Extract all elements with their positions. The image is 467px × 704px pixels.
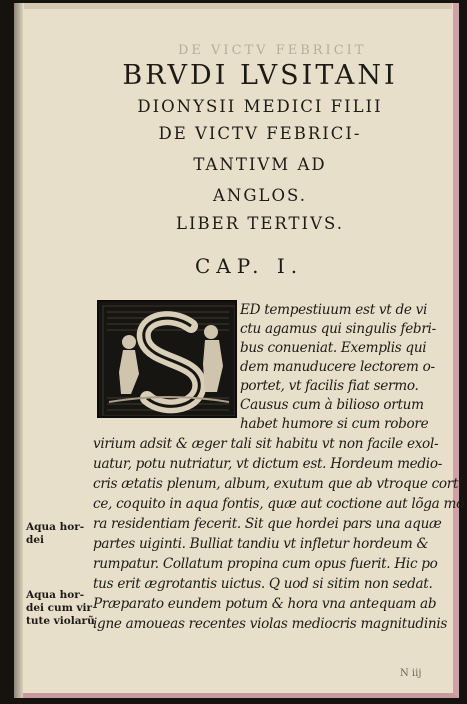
body-line: habet humore si cum robore [240,416,429,432]
margin-note-line: Aqua hor- [26,589,85,601]
body-line: bus conueniat. Exemplis qui [240,340,427,356]
title-author: BRVDI LVSITANI [122,60,398,91]
title-line-3: DE VICTV FEBRICI- [158,124,362,143]
body-line: rumpatur. Collatum propina cum opus fuerit. Hic po [93,556,438,572]
body-line: ED tempestiuum est vt de vi [240,302,428,318]
margin-note-line: Aqua hor- [26,521,85,533]
chapter-heading: CAP. I. [195,254,304,278]
margin-note-line: dei [26,534,45,546]
book-subtitle: LIBER TERTIVS. [176,214,344,233]
body-line: dem manuducere lectorem o- [240,359,435,375]
bleed-through-text: DE VICTV FEBRICIT [178,43,367,58]
margin-note-aqua-violarum [26,589,95,628]
body-line: ctu agamus qui singulis febri- [240,321,436,337]
body-line: virium adsit & æger tali sit habitu vt non facile exol- [93,436,439,452]
title-line-4: TANTIVM AD [193,155,327,174]
title-line-2: DIONYSII MEDICI FILII [137,97,383,116]
title-line-5: ANGLOS. [213,186,307,205]
body-line: igne amoueas recentes violas mediocris magnitudinis [93,616,448,632]
margin-note-line: dei cum vir [26,602,93,614]
body-line: partes uiginti. Bulliat tandiu vt infletur hordeum & [93,536,429,552]
body-line: uatur, potu nutriatur, vt dictum est. Hordeum medio- [93,456,443,472]
woodcut-illustration [99,302,237,418]
body-line: ra residentiam fecerit. Sit que hordei pars una aquæ [93,516,442,532]
body-line: cris ætatis plenum, album, exutum que ab vtroque corti [93,476,463,492]
margin-note-aqua-hordei [26,521,84,547]
page-gutter [14,3,23,698]
body-line: Præparato eundem potum & hora vna antequam ab [93,596,437,612]
page-top-edge [24,3,452,9]
decorated-initial-s [97,300,237,418]
body-line: Causus cum à bilioso ortum [240,397,424,413]
body-line: ce, coquito in aqua fontis, quæ aut coctione aut lõga mo [93,496,464,512]
body-line: portet, vt facilis fiat sermo. [240,378,419,394]
body-line: tus erit ægrotantis uictus. Q uod si sitim non sedat. [93,576,433,592]
margin-note-line: tute violarũ [26,615,95,627]
signature-mark: N iij [400,668,422,679]
